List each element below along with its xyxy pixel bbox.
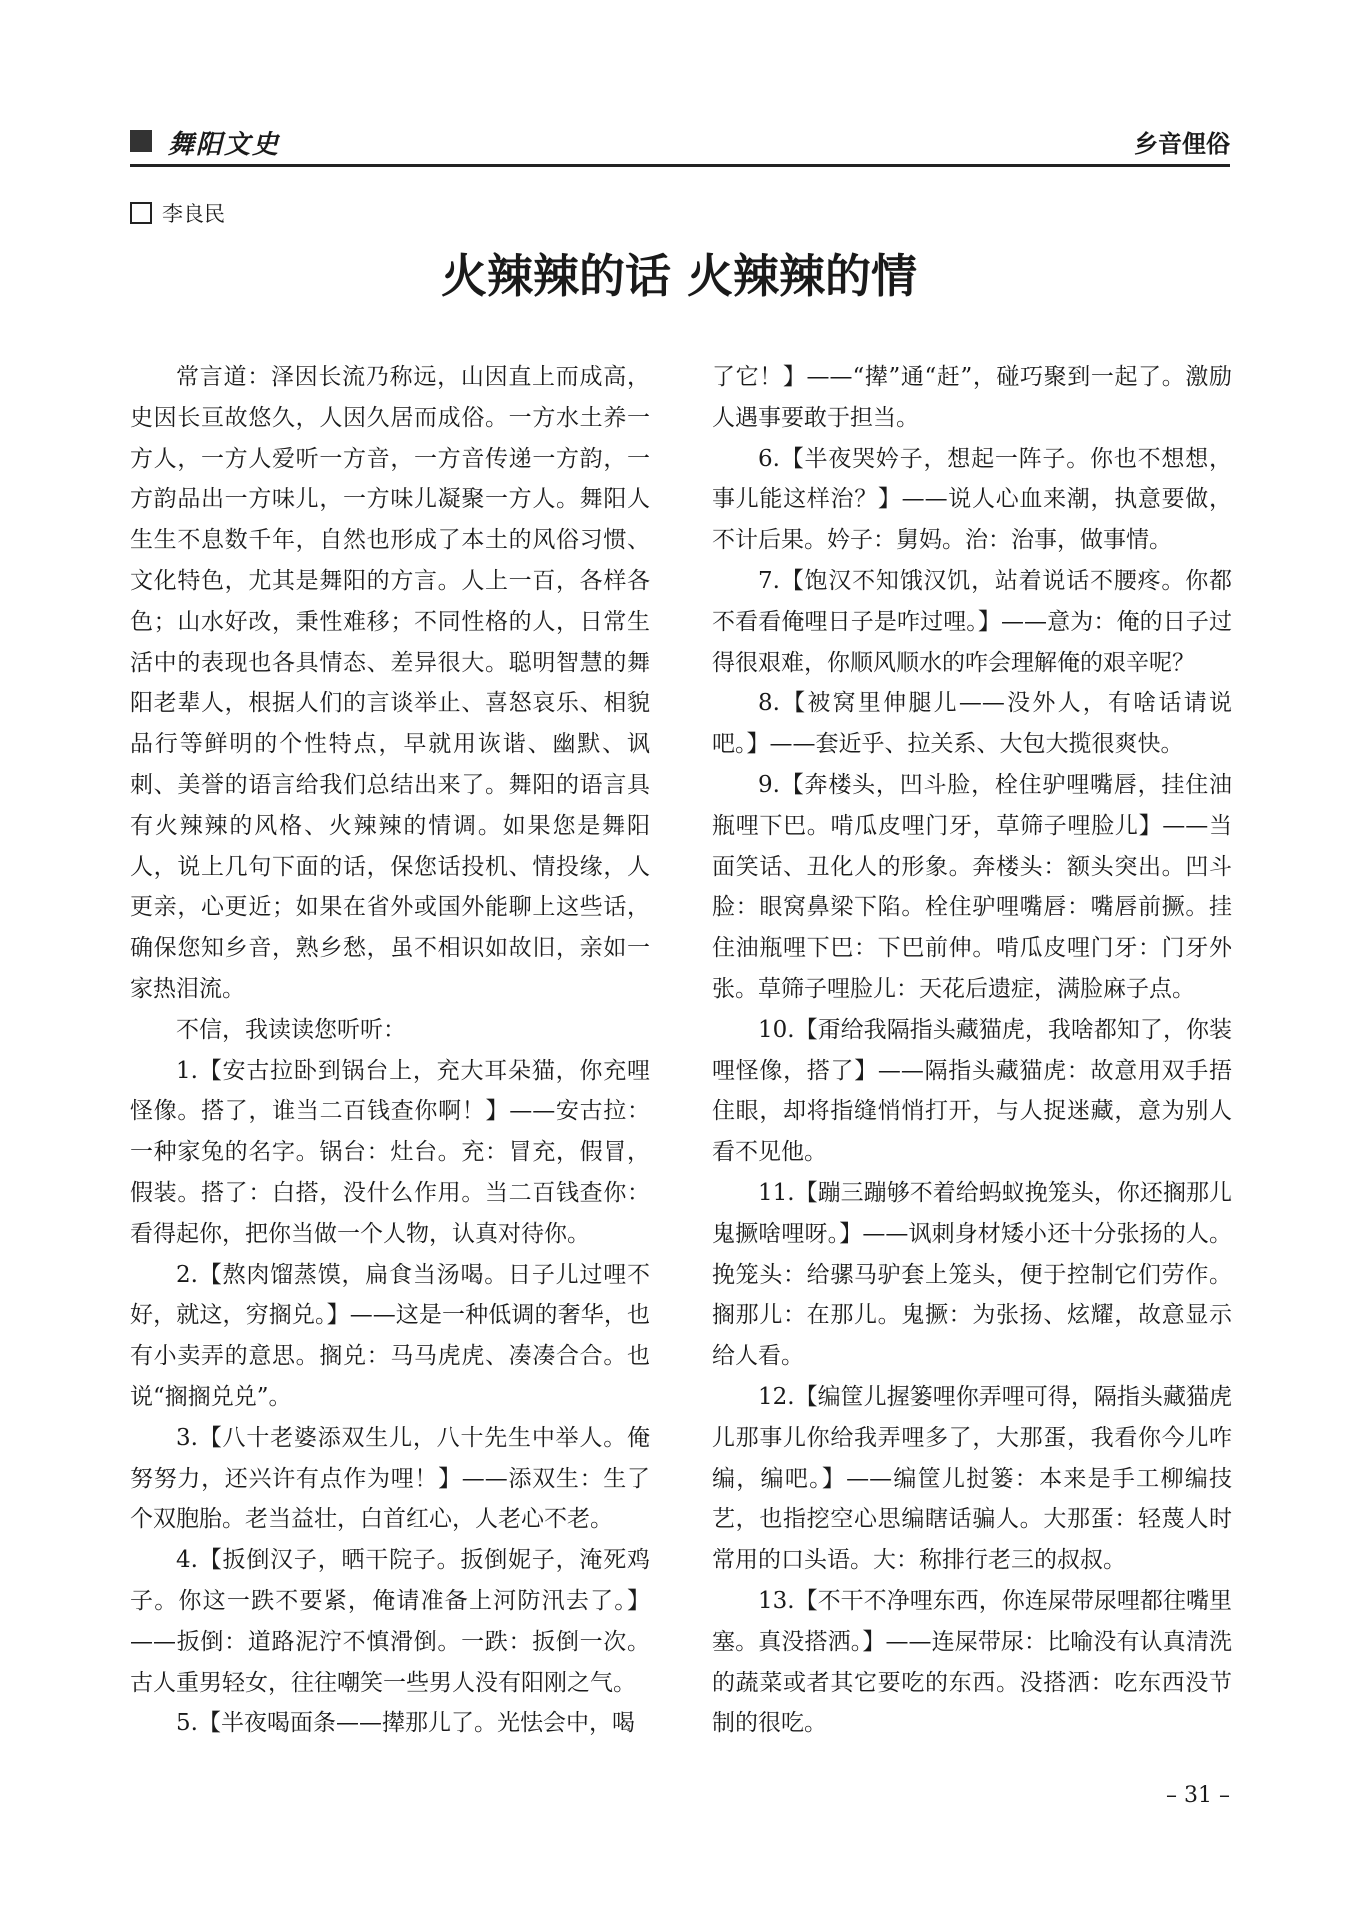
journal-name: 舞阳文史 — [168, 130, 281, 160]
page-number: – 31 – — [1166, 1783, 1230, 1808]
paragraph: 13.【不干不净哩东西，你连屎带尿哩都往嘴里塞。真没搭洒。】——连屎带尿：比喻没有认真清洗的蔬菜或者其它要吃的东西。没搭洒：吃东西没节制的很吃。 — [712, 1587, 1232, 1737]
paragraph: 12.【编筐儿握篓哩你弄哩可得，隔指头藏猫虎儿那事儿你给我弄哩多了，大那蛋，我看你今儿咋编，编吧。】——编筐儿挝篓：本来是手工柳编技艺，也指挖空心思编瞎话骗人。大那蛋：轻蔑人时常用的口头语。大：称排行老三的叔叔。 — [712, 1383, 1232, 1574]
paragraph: 6.【半夜哭妗子，想起一阵子。你也不想想，事儿能这样治？】——说人心血来潮，执意要做，不计后果。妗子：舅妈。治：治事，做事情。 — [712, 445, 1232, 554]
header-square-icon — [130, 130, 152, 152]
author-line — [130, 198, 225, 228]
author-box-icon — [130, 202, 152, 224]
header-rule — [130, 164, 1230, 167]
paragraph: 了它！】——“撵”通“赶”，碰巧聚到一起了。激励人遇事要敢于担当。 — [712, 364, 1232, 431]
article-title: 火辣辣的话 火辣辣的情 — [440, 249, 917, 303]
paragraph: 5.【半夜喝面条——撵那儿了。光怯会中，喝 — [176, 1710, 635, 1737]
right-column — [712, 357, 1232, 1744]
section-name: 乡音俚俗 — [1134, 130, 1230, 158]
left-column — [130, 357, 650, 1744]
author-name: 李良民 — [162, 202, 225, 226]
paragraph: 2.【熬肉馏蒸馍，扁食当汤喝。日子儿过哩不好，就这，穷搁兑。】——这是一种低调的奢华，也有小卖弄的意思。搁兑：马马虎虎、凑凑合合。也说“搁搁兑兑”。 — [130, 1261, 650, 1410]
paragraph: 4.【扳倒汉子，晒干院子。扳倒妮子，淹死鸡子。你这一跌不要紧，俺请准备上河防汛去了。】——扳倒：道路泥泞不慎滑倒。一跌：扳倒一次。古人重男轻女，往往嘲笑一些男人没有阳刚之气。 — [130, 1547, 650, 1696]
running-header — [130, 124, 1230, 164]
paragraph: 10.【甭给我隔指头藏猫虎，我啥都知了，你装哩怪像，搭了】——隔指头藏猫虎：故意用双手捂住眼，却将指缝悄悄打开，与人捉迷藏，意为别人看不见他。 — [712, 1016, 1232, 1166]
paragraph: 7.【饱汉不知饿汉饥，站着说话不腰疼。你都不看看俺哩日子是咋过哩。】——意为：俺的日子过得很艰难，你顺风顺水的咋会理解俺的艰辛呢？ — [712, 567, 1232, 676]
paragraph: 1.【安古拉卧到锅台上，充大耳朵猫，你充哩怪像。搭了，谁当二百钱查你啊！】——安古拉：一种家兔的名字。锅台：灶台。充：冒充，假冒，假装。搭了：白搭，没什么作用。当二百钱查你：看得起你，把你当做一个人物，认真对待你。 — [130, 1057, 650, 1247]
paragraph: 8.【被窝里伸腿儿——没外人，有啥话请说吧。】——套近乎、拉关系、大包大揽很爽快。 — [712, 690, 1232, 758]
paragraph: 11.【蹦三蹦够不着给蚂蚁挽笼头，你还搁那儿鬼撅啥哩呀。】——讽刺身材矮小还十分张扬的人。挽笼头：给骡马驴套上笼头，便于控制它们劳作。搁那儿：在那儿。鬼撅：为张扬、炫耀，故意显示给人看。 — [712, 1179, 1232, 1370]
paragraph: 3.【八十老婆添双生儿，八十先生中举人。俺努努力，还兴许有点作为哩！】——添双生：生了个双胞胎。老当益壮，白首红心，人老心不老。 — [130, 1424, 650, 1533]
paragraph: 9.【奔楼头，凹斗脸，栓住驴哩嘴唇，挂住油瓶哩下巴。啃瓜皮哩门牙，草筛子哩脸儿】——当面笑话、丑化人的形象。奔楼头：额头突出。凹斗脸：眼窝鼻梁下陷。栓住驴哩嘴唇：嘴唇前撅。挂住油瓶哩下巴：下巴前伸。啃瓜皮哩门牙：门牙外张。草筛子哩脸儿：天花后遗症，满脸麻子点。 — [712, 771, 1232, 1002]
paragraph: 不信，我读读您听听： — [176, 1016, 406, 1043]
paragraph: 常言道：泽因长流乃称远，山因直上而成高，史因长亘故悠久，人因久居而成俗。一方水土养一方人，一方人爱听一方音，一方音传递一方韵，一方韵品出一方味儿，一方味儿凝聚一方人。舞阳人生生不息数千年，自然也形成了本土的风俗习惯、文化特色，尤其是舞阳的方言。人上一百，各样各色；山水好改，秉性难移；不同性格的人，日常生活中的表现也各具情态、差异很大。聪明智慧的舞阳老辈人，根据人们的言谈举止、喜怒哀乐、相貌品行等鲜明的个性特点，早就用诙谐、幽默、讽刺、美誉的语言给我们总结出来了。舞阳的语言具有火辣辣的风格、火辣辣的情调。如果您是舞阳人，说上几句下面的话，保您话投机、情投缘，人更亲，心更近；如果在省外或国外能聊上这些话，确保您知乡音，熟乡愁，虽不相识如故旧，亲如一家热泪流。 — [130, 364, 650, 1002]
